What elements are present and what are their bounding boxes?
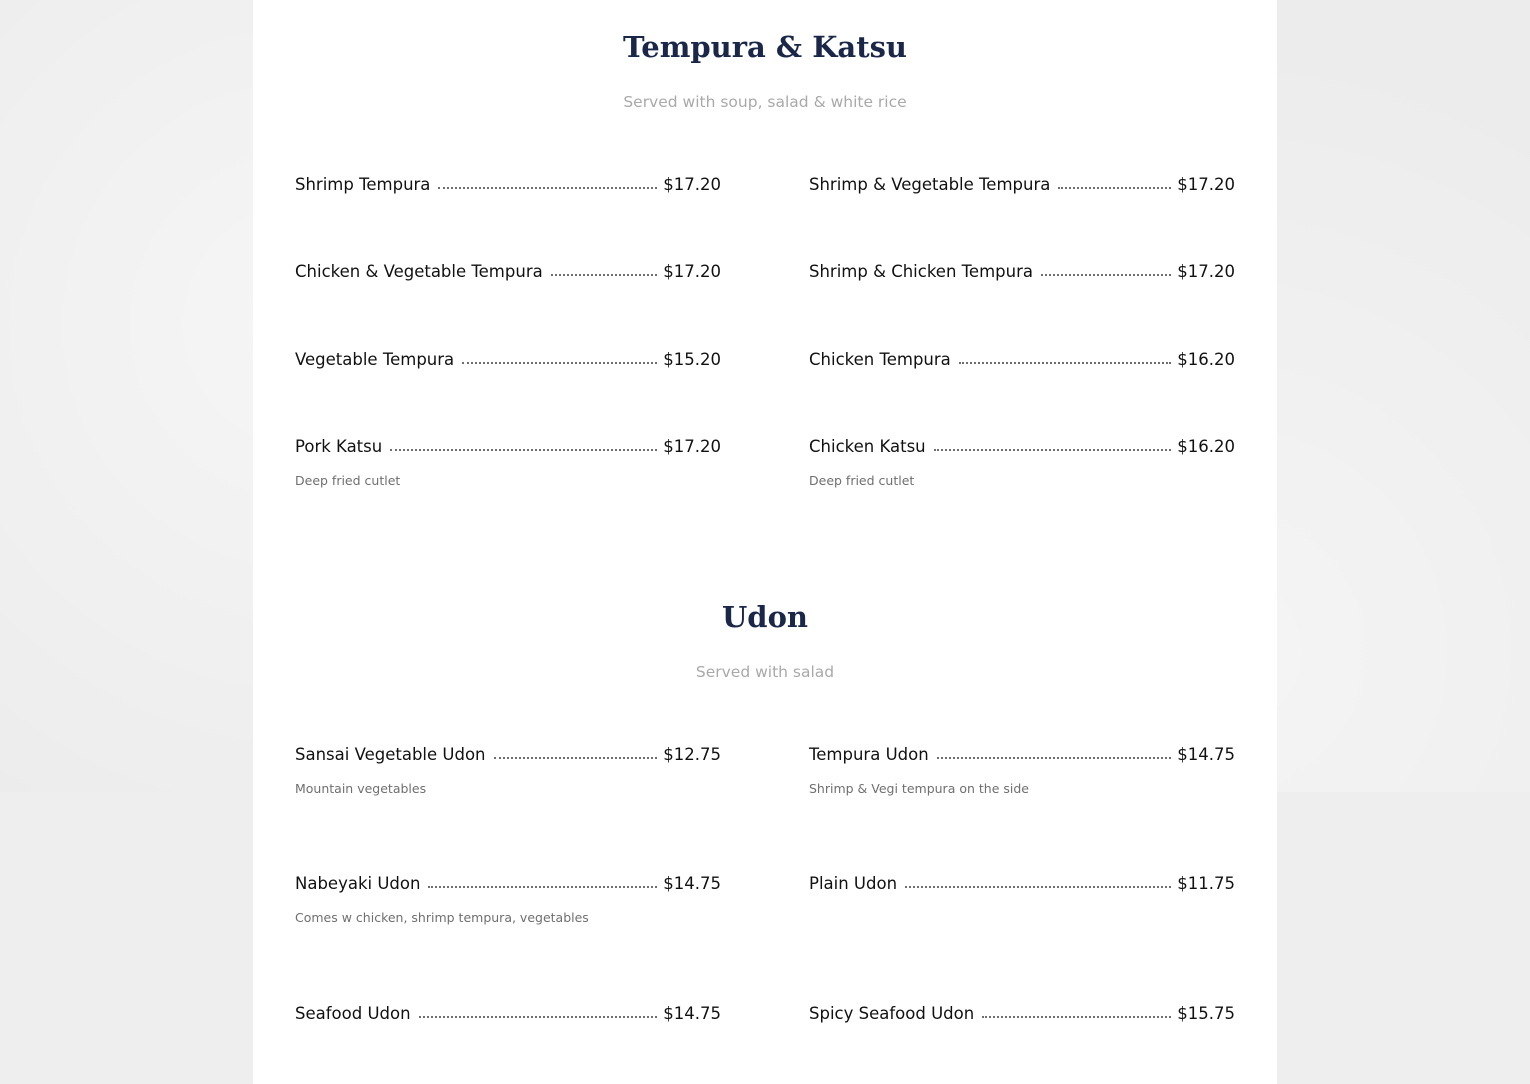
menu-item-chicken-katsu[interactable] — [809, 437, 1235, 489]
item-price: $17.20 — [1177, 175, 1235, 194]
menu-item-chicken-tempura[interactable] — [809, 350, 1235, 374]
item-price: $15.20 — [663, 350, 721, 369]
section-title: Udon — [722, 600, 808, 634]
item-name: Nabeyaki Udon — [295, 874, 421, 893]
dot-leader — [1058, 187, 1171, 189]
dot-leader — [959, 362, 1171, 364]
item-name: Chicken Katsu — [809, 437, 926, 456]
item-name: Pork Katsu — [295, 437, 383, 456]
item-price: $11.75 — [1177, 874, 1235, 893]
item-price: $17.20 — [1177, 262, 1235, 281]
item-name: Plain Udon — [809, 874, 898, 893]
menu-item-sansai-vegetable-udon[interactable] — [295, 745, 721, 797]
dot-leader — [982, 1016, 1171, 1018]
menu-item-shrimp-chicken-tempura[interactable] — [809, 262, 1235, 286]
item-name: Vegetable Tempura — [295, 350, 455, 369]
menu-item-spicy-seafood-udon[interactable] — [809, 1004, 1235, 1028]
menu-item-seafood-udon[interactable] — [295, 1004, 721, 1028]
item-name: Seafood Udon — [295, 1004, 411, 1023]
menu-item-shrimp-vegetable-tempura[interactable] — [809, 175, 1235, 199]
item-price: $17.20 — [663, 437, 721, 456]
item-name: Shrimp & Vegetable Tempura — [809, 175, 1051, 194]
dot-leader — [934, 449, 1172, 451]
item-description: Mountain vegetables — [295, 781, 427, 796]
dot-leader — [905, 886, 1171, 888]
dot-leader — [390, 449, 657, 451]
item-price: $17.20 — [663, 262, 721, 281]
item-name: Shrimp Tempura — [295, 175, 431, 194]
item-description: Deep fried cutlet — [295, 473, 401, 488]
dot-leader — [494, 757, 658, 759]
menu-item-pork-katsu[interactable] — [295, 437, 721, 489]
item-name: Sansai Vegetable Udon — [295, 745, 486, 764]
section-subtitle: Served with soup, salad & white rice — [623, 93, 907, 111]
item-price: $12.75 — [663, 745, 721, 764]
item-name: Shrimp & Chicken Tempura — [809, 262, 1033, 281]
item-price: $14.75 — [663, 1004, 721, 1023]
item-price: $14.75 — [1177, 745, 1235, 764]
section-subtitle: Served with salad — [695, 663, 835, 681]
menu-item-vegetable-tempura[interactable] — [295, 350, 721, 374]
dot-leader — [419, 1016, 658, 1018]
dot-leader — [551, 274, 658, 276]
menu-item-chicken-vegetable-tempura[interactable] — [295, 262, 721, 286]
item-name: Chicken & Vegetable Tempura — [295, 262, 543, 281]
menu-panel — [253, 0, 1277, 1084]
item-description: Comes w chicken, shrimp tempura, vegetables — [295, 910, 589, 925]
dot-leader — [462, 362, 657, 364]
item-price: $16.20 — [1177, 437, 1235, 456]
menu-item-plain-udon[interactable] — [809, 874, 1235, 898]
item-name: Tempura Udon — [809, 745, 929, 764]
item-price: $15.75 — [1177, 1004, 1235, 1023]
dot-leader — [1041, 274, 1171, 276]
dot-leader — [438, 187, 657, 189]
dot-leader — [937, 757, 1172, 759]
item-price: $14.75 — [663, 874, 721, 893]
menu-item-tempura-udon[interactable] — [809, 745, 1235, 797]
item-description: Deep fried cutlet — [809, 473, 915, 488]
item-name: Chicken Tempura — [809, 350, 951, 369]
item-price: $16.20 — [1177, 350, 1235, 369]
item-description: Shrimp & Vegi tempura on the side — [809, 781, 1029, 796]
menu-item-shrimp-tempura[interactable] — [295, 175, 721, 199]
item-name: Spicy Seafood Udon — [809, 1004, 975, 1023]
dot-leader — [428, 886, 657, 888]
item-price: $17.20 — [663, 175, 721, 194]
section-title: Tempura & Katsu — [623, 30, 907, 64]
menu-item-nabeyaki-udon[interactable] — [295, 874, 721, 926]
